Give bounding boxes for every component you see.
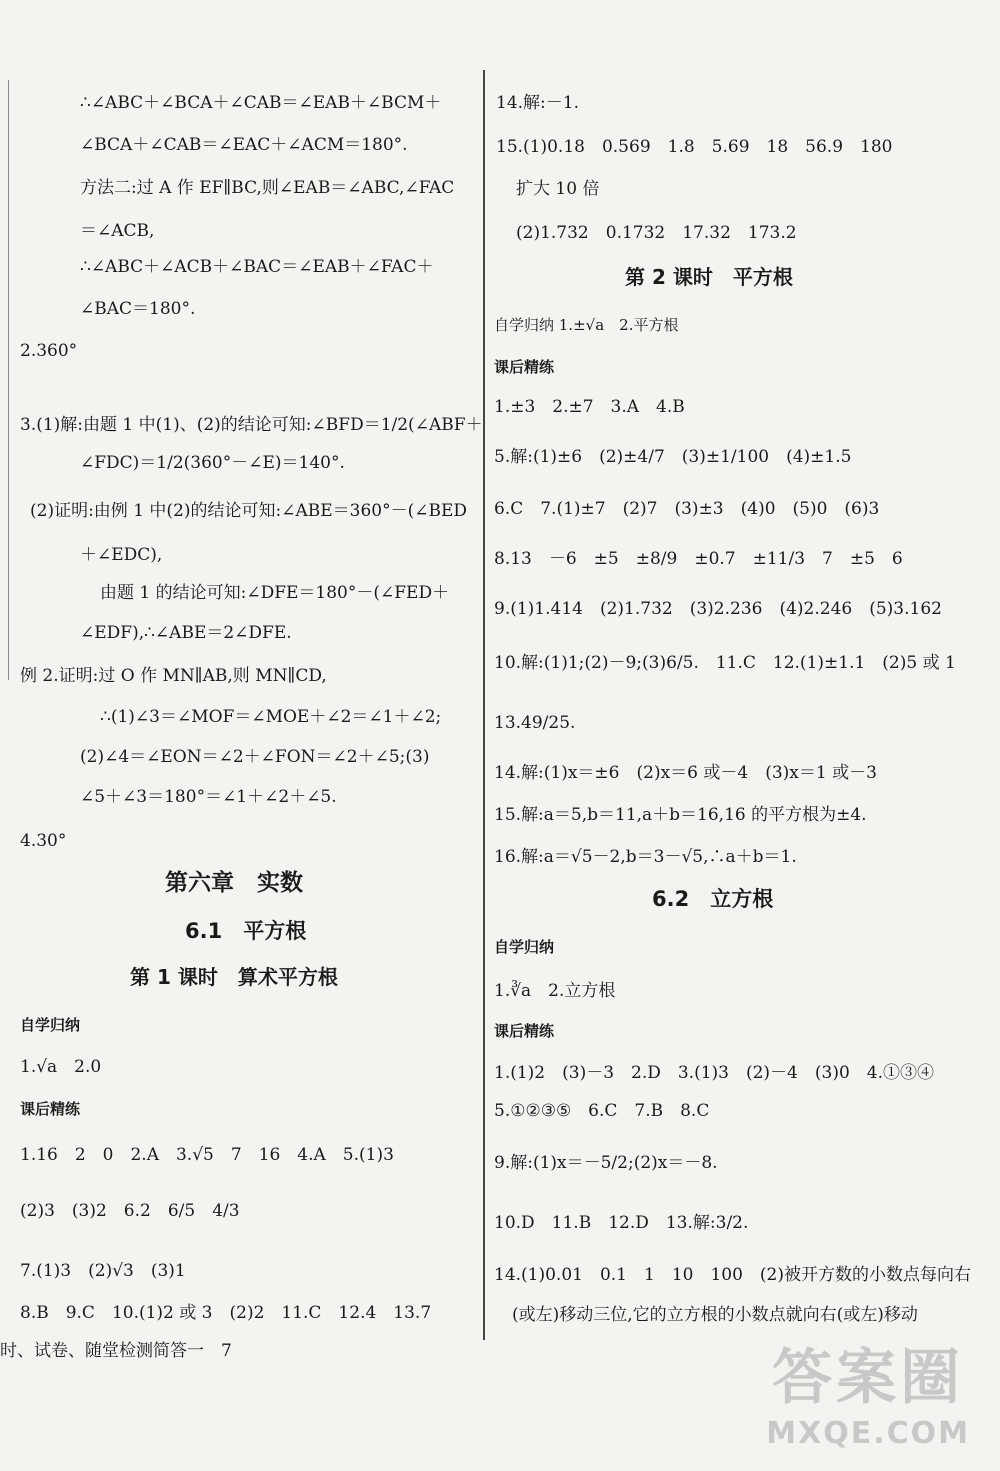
text-line: 例 2.证明:过 O 作 MN∥AB,则 MN∥CD, [20,666,327,686]
lesson2-title: 第 2 课时 平方根 [625,265,793,289]
text-line: 8.13 －6 ±5 ±8/9 ±0.7 ±11/3 7 ±5 6 [494,549,903,569]
watermark-logo: 答案圈 [772,1343,965,1413]
text-line: 5.①②③⑤ 6.C 7.B 8.C [494,1101,710,1121]
text-line: ∴∠ABC＋∠BCA＋∠CAB＝∠EAB＋∠BCM＋ [80,93,442,113]
text-line: ∴(1)∠3＝∠MOF＝∠MOE＋∠2＝∠1＋∠2; [100,707,442,727]
text-line: ∴∠ABC＋∠ACB＋∠BAC＝∠EAB＋∠FAC＋ [80,257,434,277]
text-line: (2)1.732 0.1732 17.32 173.2 [516,223,797,243]
text-line: ∠EDF),∴∠ABE＝2∠DFE. [80,623,292,643]
watermark [766,1330,970,1451]
text-line: ∠BAC＝180°. [80,299,196,319]
text-line: 8.B 9.C 10.(1)2 或 3 (2)2 11.C 12.4 13.7 [20,1303,432,1323]
watermark-url: MXQE.COM [766,1416,970,1451]
section-title: 6.1 平方根 [185,919,307,943]
text-line: (2)3 (3)2 6.2 6/5 4/3 [20,1201,240,1221]
column-divider [483,70,485,1340]
text-line: 14.(1)0.01 0.1 1 10 100 (2)被开方数的小数点每向右 [494,1265,971,1285]
text-line: 1.16 2 0 2.A 3.√5 7 16 4.A 5.(1)3 [20,1145,394,1165]
subheading: 课后精练 [494,1022,555,1040]
text-line: 10.解:(1)1;(2)－9;(3)6/5. 11.C 12.(1)±1.1 (2)5 或 1 [494,653,956,673]
text-line: 15.(1)0.18 0.569 1.8 5.69 18 56.9 180 [496,137,893,157]
text-line: ∠FDC)＝1/2(360°－∠E)＝140°. [80,453,345,473]
text-line: (2)证明:由例 1 中(2)的结论可知:∠ABE＝360°－(∠BED [30,501,468,521]
subheading: 自学归纳 [20,1016,81,1034]
text-line: 16.解:a＝√5－2,b＝3－√5,∴a＋b＝1. [494,847,797,867]
text-line: 10.D 11.B 12.D 13.解:3/2. [494,1213,749,1233]
text-line: 7.(1)3 (2)√3 (3)1 [20,1261,186,1281]
text-line: ∠5＋∠3＝180°＝∠1＋∠2＋∠5. [80,787,337,807]
section2-title: 6.2 立方根 [652,887,774,911]
text-line: 13.49/25. [494,713,576,733]
text-line: 扩大 10 倍 [516,179,600,199]
text-line: 1.(1)2 (3)－3 2.D 3.(1)3 (2)－4 (3)0 4.①③④ [494,1063,934,1083]
text-line: 9.(1)1.414 (2)1.732 (3)2.236 (4)2.246 (5)3.162 [494,599,942,619]
text-line: 1.√a 2.0 [20,1057,102,1077]
text-line: 由题 1 的结论可知:∠DFE＝180°－(∠FED＋ [100,583,450,603]
text-line: 自学归纳 1.±√a 2.平方根 [494,316,679,334]
subheading: 自学归纳 [494,938,555,956]
subheading: 课后精练 [20,1100,81,1118]
text-line: ＋∠EDC), [80,545,163,565]
text-line: 9.解:(1)x＝－5/2;(2)x＝－8. [494,1153,718,1173]
text-line: ∠BCA＋∠CAB＝∠EAC＋∠ACM＝180°. [80,135,408,155]
text-line: 5.解:(1)±6 (2)±4/7 (3)±1/100 (4)±1.5 [494,447,852,467]
lesson-title: 第 1 课时 算术平方根 [130,965,338,989]
text-line: 1.±3 2.±7 3.A 4.B [494,397,685,417]
page-footer: 时、试卷、随堂检测简答一 7 [0,1341,232,1361]
chapter-title: 第六章 实数 [165,870,303,896]
text-line: 2.360° [20,341,78,361]
text-line: 3.(1)解:由题 1 中(1)、(2)的结论可知:∠BFD＝1/2(∠ABF＋ [20,415,483,435]
subheading: 课后精练 [494,358,555,376]
text-line: 14.解:－1. [496,93,579,113]
text-line: ＝∠ACB, [80,221,155,241]
text-line: (2)∠4＝∠EON＝∠2＋∠FON＝∠2＋∠5;(3) [80,747,430,767]
text-line: (或左)移动三位,它的立方根的小数点就向右(或左)移动 [512,1305,918,1325]
left-edge-line [8,80,9,680]
text-line: 方法二:过 A 作 EF∥BC,则∠EAB＝∠ABC,∠FAC [80,178,455,198]
text-line: 14.解:(1)x＝±6 (2)x＝6 或－4 (3)x＝1 或－3 [494,763,877,783]
text-line: 6.C 7.(1)±7 (2)7 (3)±3 (4)0 (5)0 (6)3 [494,499,880,519]
text-line: 4.30° [20,831,67,851]
text-line: 15.解:a＝5,b＝11,a＋b＝16,16 的平方根为±4. [494,805,867,825]
text-line: 1.∛a 2.立方根 [494,981,616,1001]
